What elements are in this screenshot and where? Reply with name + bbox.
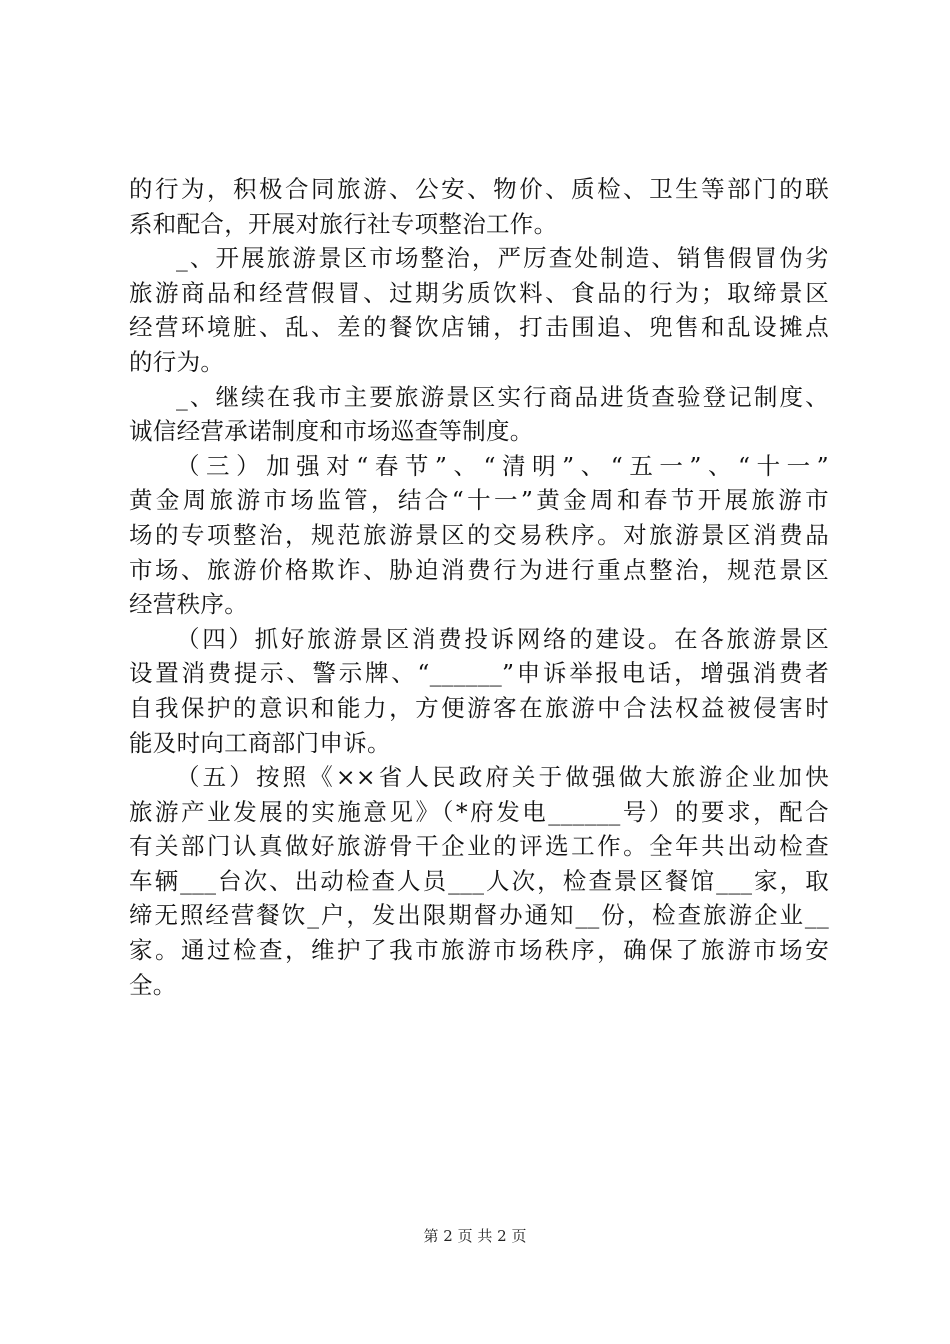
text-line: 旅游商品和经营假冒、过期劣质饮料、食品的行为；取缔景区 — [129, 278, 829, 307]
text-line: _、开展旅游景区市场整治，严厉查处制造、销售假冒伪劣 — [176, 244, 829, 273]
text-line: 的行为，积极合同旅游、公安、物价、质检、卫生等部门的联 — [129, 175, 829, 203]
text-line: 家。通过检查，维护了我市旅游市场秩序，确保了旅游市场安 — [129, 936, 829, 965]
text-line: 车辆___台次、出动检查人员___人次，检查景区餐馆___家，取 — [129, 866, 829, 895]
text-line: 设置消费提示、警示牌、“______”申诉举报电话，增强消费者 — [129, 659, 829, 688]
document-body — [129, 172, 829, 1002]
text-line: 系和配合，开展对旅行社专项整治工作。 — [129, 209, 558, 238]
text-line: _、继续在我市主要旅游景区实行商品进货查验登记制度、 — [176, 382, 829, 411]
text-line: 经营环境脏、乱、差的餐饮店铺，打击围追、兜售和乱设摊点 — [129, 313, 829, 342]
text-line: 全。 — [129, 970, 177, 999]
text-line: 市场、旅游价格欺诈、胁迫消费行为进行重点整治，规范景区 — [129, 555, 829, 584]
text-line: 有关部门认真做好旅游骨干企业的评选工作。全年共出动检查 — [129, 832, 829, 861]
text-line: 的行为。 — [129, 347, 225, 376]
text-line: （五）按照《××省人民政府关于做强做大旅游企业加快 — [176, 763, 829, 792]
text-line: 缔无照经营餐饮_户，发出限期督办通知__份，检查旅游企业__ — [129, 901, 829, 930]
text-line: （四）抓好旅游景区消费投诉网络的建设。在各旅游景区 — [176, 624, 829, 653]
page-number-label: 第 2 页 共 2 页 — [423, 1227, 527, 1245]
text-line: 场的专项整治，规范旅游景区的交易秩序。对旅游景区消费品 — [129, 520, 829, 549]
text-line: 黄金周旅游市场监管，结合“十一”黄金周和春节开展旅游市 — [129, 486, 829, 515]
text-line: 旅游产业发展的实施意见》（*府发电______号）的要求，配合 — [129, 797, 829, 826]
page-footer — [0, 1226, 950, 1246]
text-line: 能及时向工商部门申诉。 — [129, 728, 391, 757]
text-line: （三）加强对“春节”、“清明”、“五一”、“十一” — [176, 451, 829, 480]
text-line: 诚信经营承诺制度和市场巡查等制度。 — [129, 417, 534, 446]
text-line: 自我保护的意识和能力，方便游客在旅游中合法权益被侵害时 — [129, 693, 829, 722]
text-line: 经营秩序。 — [129, 590, 248, 619]
